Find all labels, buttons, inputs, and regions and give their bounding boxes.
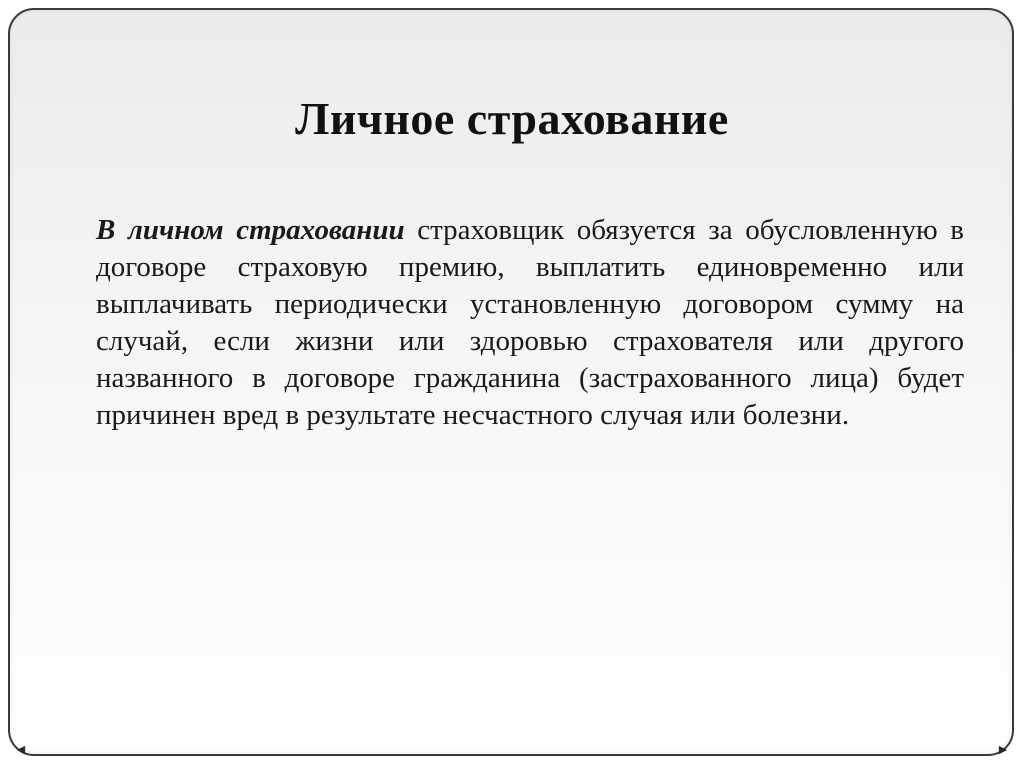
next-slide-icon[interactable]: ► <box>996 743 1010 758</box>
slide-body-paragraph <box>96 212 964 434</box>
slide-title: Личное страхование <box>295 93 729 144</box>
defined-term: В личном страховании <box>96 214 405 246</box>
previous-slide-icon[interactable]: ◄ <box>14 743 28 758</box>
body-text: страховщик обязуется за обусловленную в договоре страховую премию, выплатить единовременно или выплачивать периодически установленную договором сумму на случай, если жизни или здоровью страхователя или другого названного в договоре гражданина (застрахованного лица) будет причинен вред в результате несчастного случая или болезни. <box>96 214 964 431</box>
